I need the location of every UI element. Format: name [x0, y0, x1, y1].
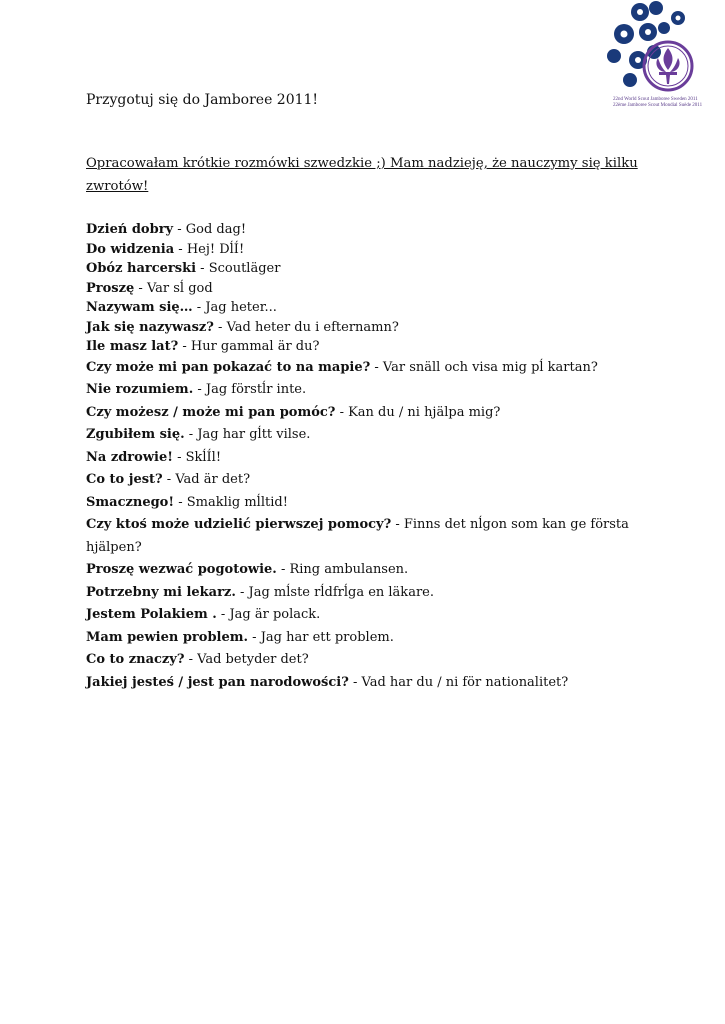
phrase-swedish: - Vad heter du i efternamn?	[213, 319, 399, 335]
phrase-polish: Mam pewien problem.	[86, 629, 249, 645]
intro-text: Opracowałam krótkie rozmówki szwedzkie ;) Mam nadzieję, że nauczymy się kilku zwrotów!	[86, 156, 638, 194]
logo-caption-line2: 22ème Jamboree Scout Mondial Suède 2011	[613, 103, 703, 108]
phrase-polish: Dzień dobry	[86, 222, 174, 237]
phrase-swedish: - Jag förstĺr inte.	[193, 382, 307, 397]
phrase-swedish: - Jag har ett problem.	[248, 629, 394, 645]
phrase-item	[86, 424, 646, 447]
phrase-item	[86, 337, 646, 357]
phrase-swedish: - Jag heter...	[192, 300, 277, 315]
phrase-item	[86, 627, 646, 650]
page-title: Przygotuj się do Jamboree 2011!	[86, 92, 319, 108]
phrase-polish: Nie rozumiem.	[86, 382, 194, 397]
phrase-swedish: - Hur gammal är du?	[178, 339, 320, 354]
phrase-swedish: - Smaklig mĺltid!	[174, 494, 288, 510]
phrase-polish: Na zdrowie!	[86, 449, 173, 465]
phrase-item	[86, 447, 646, 470]
phrase-swedish: - Var snäll och visa mig pĺ kartan?	[370, 359, 598, 375]
phrase-polish: Do widzenia	[86, 241, 175, 257]
phrase-polish: Potrzebny mi lekarz.	[86, 584, 236, 600]
phrase-swedish: - Vad är det?	[162, 472, 251, 487]
phrase-item	[86, 379, 646, 402]
phrase-item	[86, 318, 646, 338]
phrase-swedish: - God dag!	[173, 222, 247, 237]
phrase-polish: Proszę	[86, 280, 135, 296]
phrase-item	[86, 220, 646, 240]
phrase-item	[86, 672, 646, 695]
phrase-swedish: - Finns det nĺgon som kan ge första hjälpen?	[86, 517, 629, 555]
phrase-polish: Jak się nazywasz?	[86, 319, 214, 335]
phrase-item	[86, 469, 646, 492]
phrase-swedish: - Hej! DĺÍ!	[174, 241, 245, 257]
phrase-swedish: - Jag mĺste rĺdfrĺga en läkare.	[235, 584, 434, 600]
phrase-polish: Ile masz lat?	[86, 339, 179, 354]
phrase-item	[86, 582, 646, 605]
phrase-item	[86, 402, 646, 425]
phrase-swedish: - Jag har gĺtt vilse.	[184, 427, 311, 442]
phrase-swedish: - Scoutläger	[196, 261, 281, 276]
phrase-swedish: - Jag är polack.	[216, 607, 321, 622]
phrase-item	[86, 604, 646, 627]
phrase-polish: Obóz harcerski	[86, 261, 197, 276]
phrase-list	[86, 220, 646, 694]
phrase-swedish: - Kan du / ni hjälpa mig?	[335, 404, 501, 420]
phrase-polish: Co to jest?	[86, 472, 163, 487]
phrase-polish: Czy ktoś może udzielić pierwszej pomocy?	[86, 517, 392, 532]
phrase-polish: Proszę wezwać pogotowie.	[86, 562, 277, 577]
phrase-polish: Co to znaczy?	[86, 652, 185, 667]
phrase-item	[86, 240, 646, 260]
phrase-swedish: - Vad har du / ni för nationalitet?	[348, 674, 569, 690]
phrase-polish: Nazywam się…	[86, 300, 193, 315]
phrase-polish: Smacznego!	[86, 494, 175, 510]
phrase-item	[86, 259, 646, 279]
phrase-swedish: - Var sĺ god	[134, 280, 213, 296]
logo-caption	[613, 97, 725, 109]
phrase-polish: Czy może mi pan pokazać to na mapie?	[86, 359, 371, 375]
phrase-polish: Czy możesz / może mi pan pomóc?	[86, 404, 336, 420]
phrase-item	[86, 492, 646, 515]
phrase-item	[86, 649, 646, 672]
phrase-polish: Jakiej jesteś / jest pan narodowości?	[86, 674, 349, 690]
phrase-swedish: - SkĺÍl!	[172, 449, 222, 465]
phrase-swedish: - Vad betyder det?	[184, 652, 309, 667]
phrase-item	[86, 559, 646, 582]
logo-caption-line1: 22nd World Scout Jamboree Sweden 2011	[613, 97, 698, 102]
phrase-item	[86, 514, 646, 559]
phrase-item	[86, 357, 646, 380]
phrase-item	[86, 279, 646, 299]
phrase-polish: Jestem Polakiem .	[86, 607, 217, 622]
phrase-item	[86, 298, 646, 318]
phrase-swedish: - Ring ambulansen.	[276, 562, 409, 577]
phrase-polish: Zgubiłem się.	[86, 427, 185, 442]
